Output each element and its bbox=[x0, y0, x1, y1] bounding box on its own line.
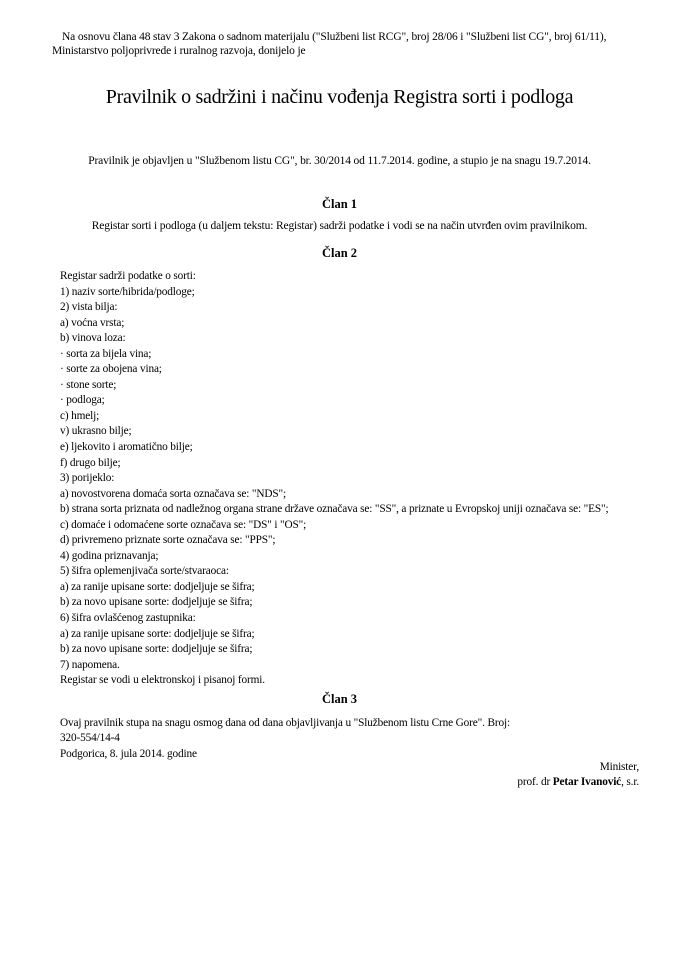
list-item: f) drugo bilje; bbox=[60, 456, 121, 469]
signature-line bbox=[517, 775, 639, 790]
intro-text: Na osnovu člana 48 stav 3 Zakona o sadnom materijalu ("Službeni list RCG", broj 28/06 i "Službeni list CG", broj 61/11), Ministarstvo poljoprivrede i ruralnog razvoja, donijelo je bbox=[52, 31, 607, 57]
intro-paragraph bbox=[52, 30, 632, 58]
article-2-heading: Član 2 bbox=[321, 246, 358, 260]
article-3-heading: Član 3 bbox=[321, 692, 358, 706]
list-item: 4) godina priznavanja; bbox=[60, 549, 159, 562]
list-item: b) vinova loza: bbox=[60, 332, 126, 345]
list-item: c) hmelj; bbox=[60, 409, 100, 422]
article-2-list bbox=[60, 269, 650, 689]
article-3-text: Ovaj pravilnik stupa na snagu osmog dana od dana objavljivanja u "Službenom listu Crne Gore". Broj: 320-554/14-4 bbox=[60, 717, 510, 745]
list-item: 2) vista bilja: bbox=[60, 301, 118, 314]
list-item: b) za novo upisane sorte: dodjeljuje se šifra; bbox=[60, 643, 253, 656]
document-title: Pravilnik o sadržini i načinu vođenja Registra sorti i podloga bbox=[105, 86, 574, 108]
article-1-heading: Član 1 bbox=[321, 197, 358, 211]
article-1-text: Registar sorti i podloga (u daljem tekstu: Registar) sadrži podatke i vodi se na način utvrđen ovim pravilnikom. bbox=[91, 220, 588, 232]
signature-suffix: , s.r. bbox=[621, 776, 639, 789]
list-item: e) ljekovito i aromatično bilje; bbox=[60, 441, 193, 454]
signature-role: Minister, bbox=[599, 761, 639, 773]
article-3-body bbox=[60, 716, 530, 762]
list-item: 1) naziv sorte/hibrida/podloge; bbox=[60, 285, 195, 298]
list-item: · podloga; bbox=[60, 394, 105, 407]
place-date: Podgorica, 8. jula 2014. godine bbox=[60, 747, 197, 760]
list-item: · sorte za obojena vina; bbox=[60, 363, 162, 376]
list-item: a) za ranije upisane sorte: dodjeljuje se šifra; bbox=[60, 627, 255, 640]
signature-block bbox=[517, 760, 639, 791]
list-item: b) za novo upisane sorte: dodjeljuje se šifra; bbox=[60, 596, 253, 609]
list-item: 3) porijeklo: bbox=[60, 472, 115, 485]
signature-prefix: prof. dr bbox=[517, 776, 553, 789]
list-item: d) privremeno priznate sorte označava se: "PPS"; bbox=[60, 534, 276, 547]
list-item: 7) napomena. bbox=[60, 658, 120, 671]
list-item: 5) šifra oplemenjivača sorte/stvaraoca: bbox=[60, 565, 229, 578]
list-item: 6) šifra ovlašćenog zastupnika: bbox=[60, 612, 196, 625]
publication-note: Pravilnik je objavljen u "Službenom listu CG", br. 30/2014 od 11.7.2014. godine, a stupio je na snagu 19.7.2014. bbox=[88, 155, 591, 167]
list-item: a) za ranije upisane sorte: dodjeljuje se šifra; bbox=[60, 580, 255, 593]
list-item: a) voćna vrsta; bbox=[60, 316, 125, 329]
list-item: a) novostvorena domaća sorta označava se: "NDS"; bbox=[60, 487, 286, 500]
list-item: c) domaće i odomaćene sorte označava se: "DS" i "OS"; bbox=[60, 518, 307, 531]
list-item: · sorta za bijela vina; bbox=[60, 347, 152, 360]
list-item: b) strana sorta priznata od nadležnog organa strane države označava se: "SS", a priznate u Evropskoj uniji označava se: "ES"; bbox=[60, 503, 609, 516]
signature-name: Petar Ivanović bbox=[552, 776, 622, 789]
list-item: Registar sadrži podatke o sorti: bbox=[60, 270, 196, 282]
list-item: Registar se vodi u elektronskoj i pisanoj formi. bbox=[60, 674, 265, 687]
list-item: · stone sorte; bbox=[60, 378, 117, 391]
list-item: v) ukrasno bilje; bbox=[60, 425, 132, 438]
